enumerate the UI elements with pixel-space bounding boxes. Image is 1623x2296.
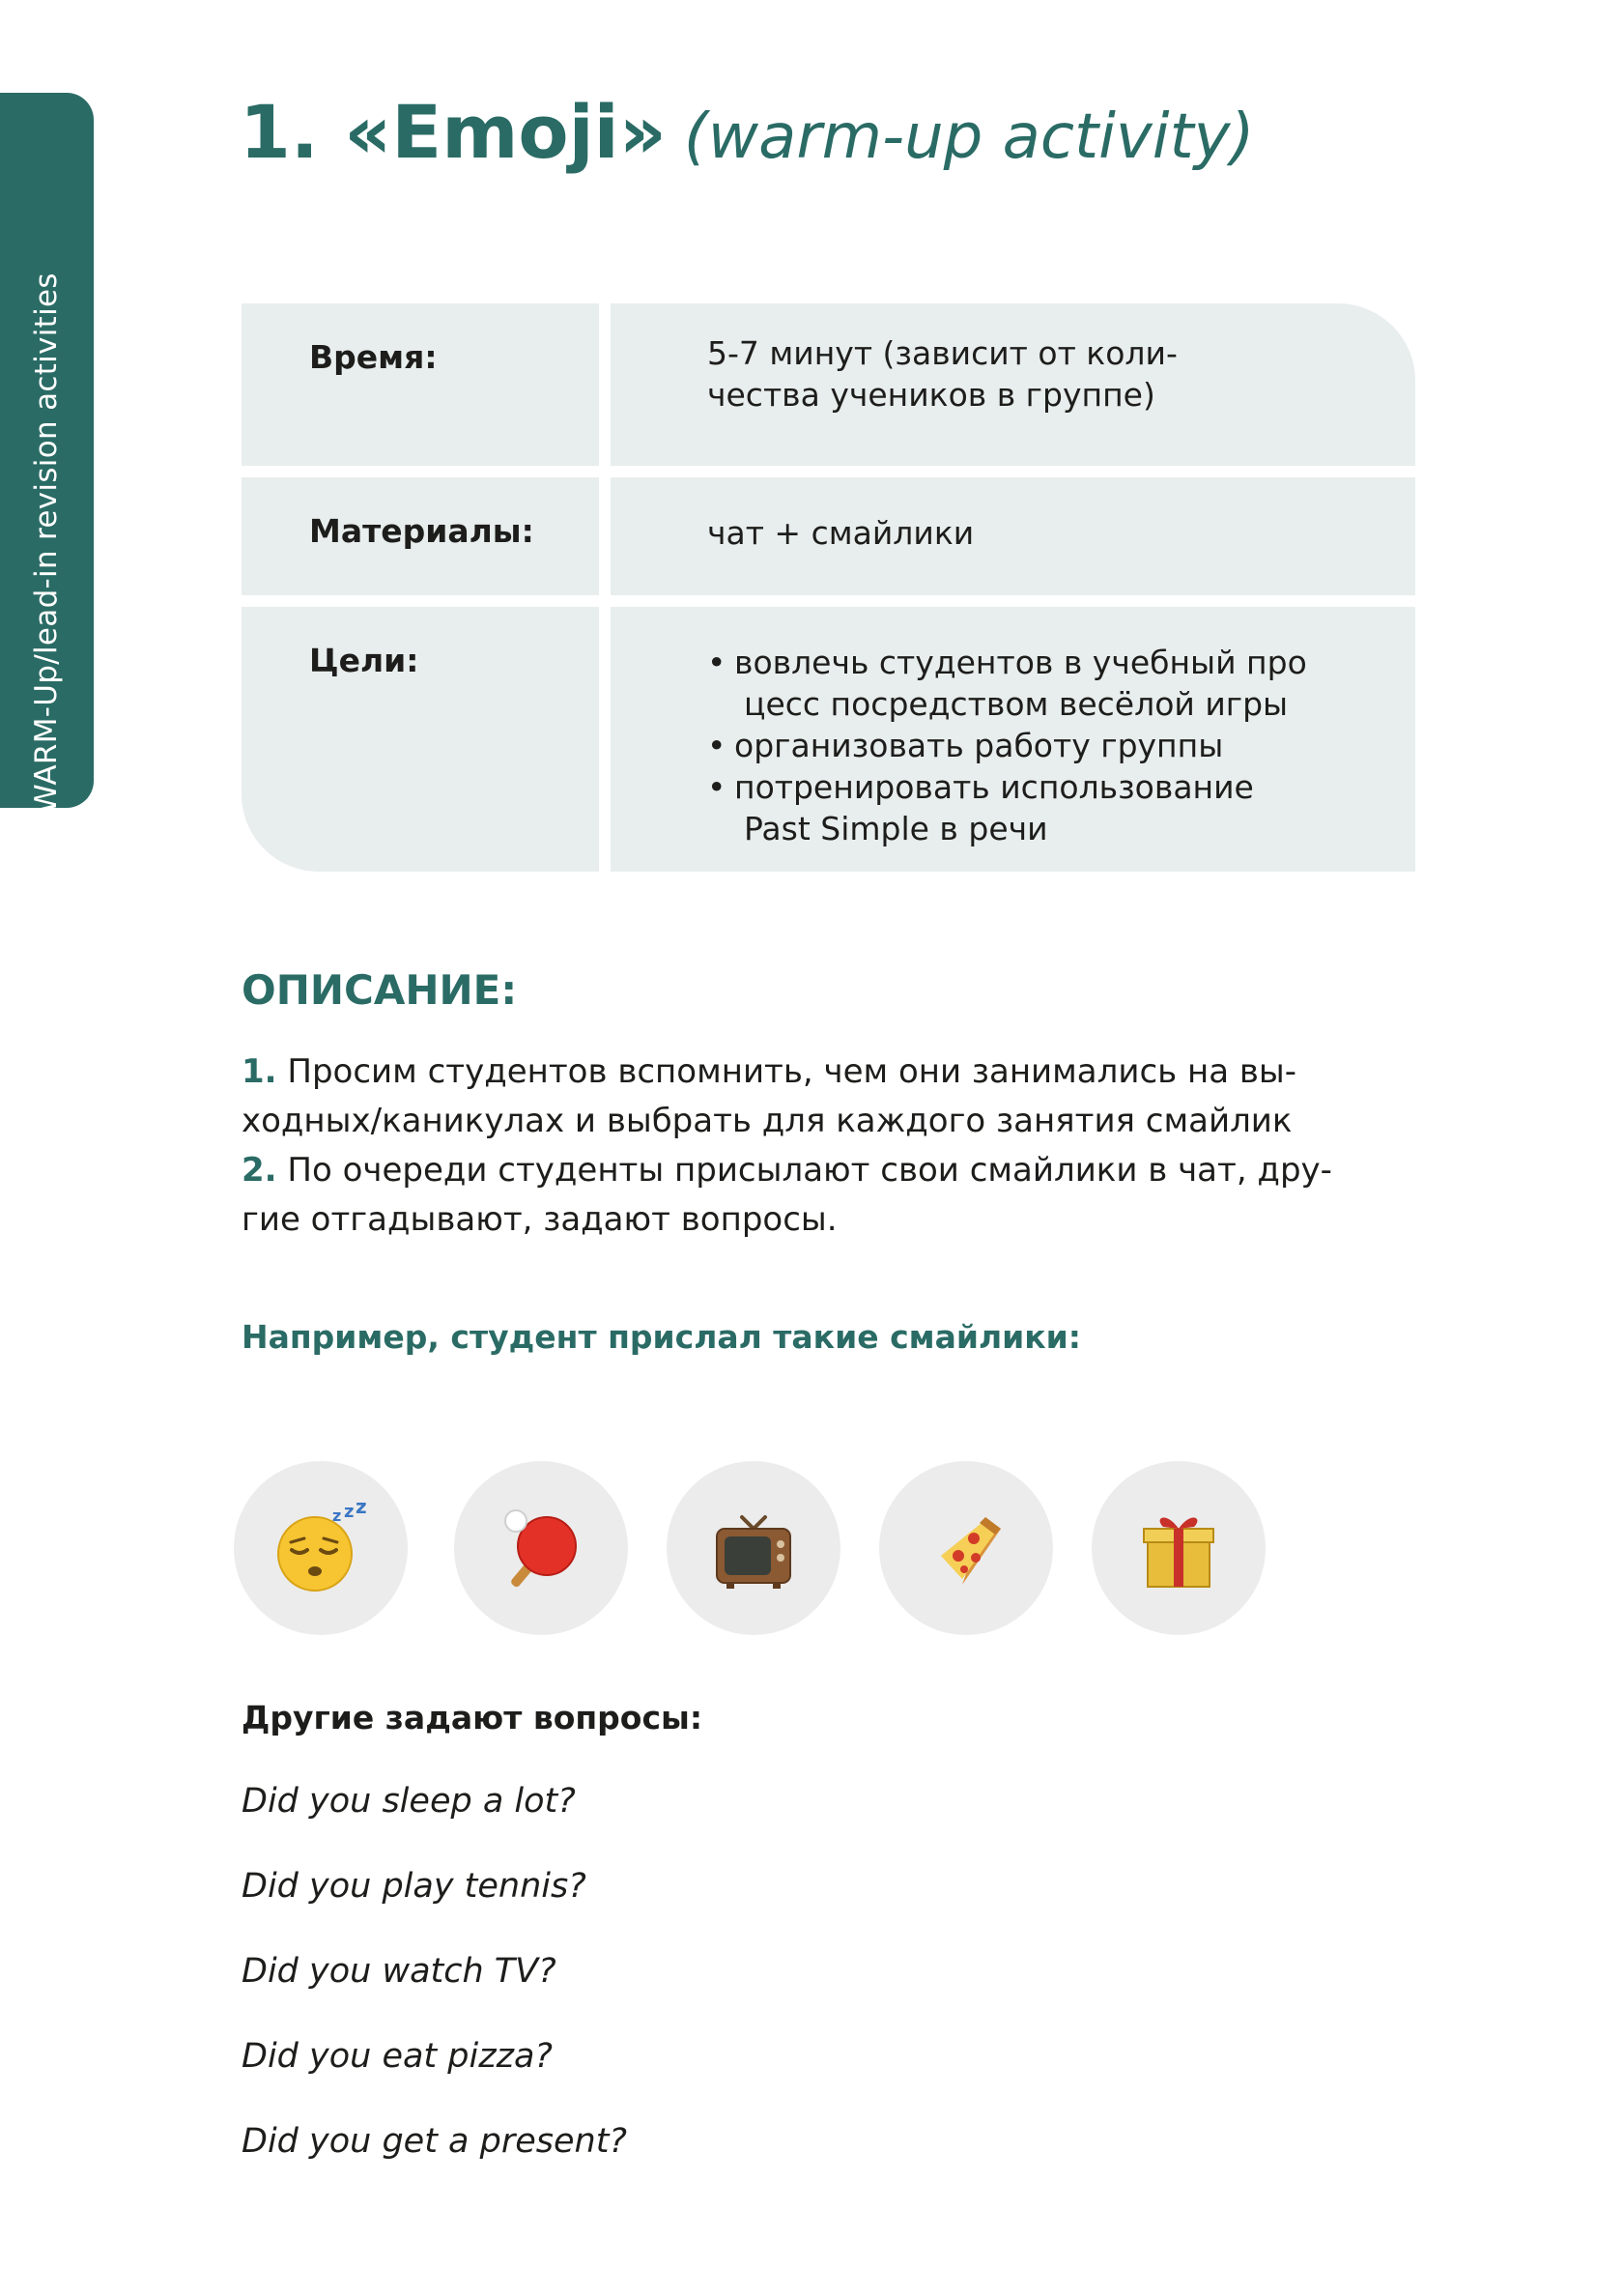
step-text-continued: ходных/каникулах и выбрать для каждого занятия смайлик bbox=[242, 1102, 1293, 1140]
emoji-circle bbox=[454, 1461, 628, 1635]
gift-icon bbox=[1130, 1500, 1227, 1596]
goals-list bbox=[611, 607, 1415, 872]
sleeping-face-icon bbox=[272, 1500, 369, 1596]
goals-label: Цели: bbox=[242, 607, 599, 872]
pizza-icon bbox=[918, 1500, 1014, 1596]
goal-text: вовлечь студентов в учебный про bbox=[734, 644, 1307, 681]
step-text: Просим студентов вспомнить, чем они занимались на вы- bbox=[287, 1052, 1297, 1091]
emoji-circle bbox=[667, 1461, 840, 1635]
ping-pong-icon bbox=[493, 1500, 589, 1596]
question-item: Did you eat pizza? bbox=[242, 2037, 553, 2076]
example-heading: Например, студент прислал такие смайлики: bbox=[242, 1318, 1082, 1356]
materials-value: чат + смайлики bbox=[611, 477, 1415, 595]
question-item: Did you sleep a lot? bbox=[242, 1782, 576, 1821]
goal-item bbox=[707, 725, 1415, 766]
question-item: Did you play tennis? bbox=[242, 1867, 586, 1906]
question-item: Did you watch TV? bbox=[242, 1952, 556, 1991]
step-text: По очереди студенты присылают свои смайлики в чат, дру- bbox=[287, 1151, 1332, 1190]
title-subtitle: (warm-up activity) bbox=[683, 101, 1255, 173]
goal-text-continued: Past Simple в речи bbox=[744, 810, 1048, 847]
title-main: 1. «Emoji» bbox=[240, 89, 667, 175]
questions-heading: Другие задают вопросы: bbox=[242, 1699, 703, 1736]
svg-text:z: z bbox=[332, 1507, 342, 1525]
goal-text: потренировать использование bbox=[734, 768, 1254, 806]
time-value-line: чества учеников в группе) bbox=[707, 376, 1155, 414]
goal-text-continued: цесс посредством весёлой игры bbox=[744, 685, 1289, 723]
info-table bbox=[242, 303, 1415, 883]
goal-item bbox=[707, 642, 1415, 725]
svg-text:z: z bbox=[344, 1502, 355, 1522]
emoji-circle bbox=[234, 1461, 408, 1635]
description-text bbox=[242, 1048, 1352, 1245]
info-row-time bbox=[242, 303, 1415, 466]
materials-label: Материалы: bbox=[242, 477, 599, 595]
question-item: Did you get a present? bbox=[242, 2122, 628, 2161]
emoji-circle bbox=[1092, 1461, 1266, 1635]
description-step bbox=[242, 1048, 1352, 1097]
page-title bbox=[240, 89, 1255, 175]
emoji-circle bbox=[879, 1461, 1053, 1635]
time-value bbox=[611, 303, 1415, 466]
television-icon bbox=[705, 1500, 802, 1596]
goal-text: организовать работу группы bbox=[734, 727, 1224, 764]
bullet: • bbox=[707, 768, 726, 806]
info-row-materials bbox=[242, 477, 1415, 595]
bullet: • bbox=[707, 644, 726, 681]
bullet: • bbox=[707, 727, 726, 764]
side-tab bbox=[0, 93, 94, 814]
step-text-continued: гие отгадывают, задают вопросы. bbox=[242, 1200, 838, 1239]
description-heading: ОПИСАНИЕ: bbox=[242, 966, 518, 1014]
step-number: 1. bbox=[242, 1052, 277, 1091]
svg-text:z: z bbox=[356, 1500, 367, 1518]
description-step bbox=[242, 1146, 1352, 1195]
side-tab-label: WARM-Up/lead-in revision activities bbox=[29, 273, 64, 814]
goal-item bbox=[707, 766, 1415, 849]
step-number: 2. bbox=[242, 1151, 277, 1190]
time-label: Время: bbox=[242, 303, 599, 466]
time-value-line: 5-7 минут (зависит от коли- bbox=[707, 334, 1178, 372]
info-row-goals bbox=[242, 607, 1415, 872]
